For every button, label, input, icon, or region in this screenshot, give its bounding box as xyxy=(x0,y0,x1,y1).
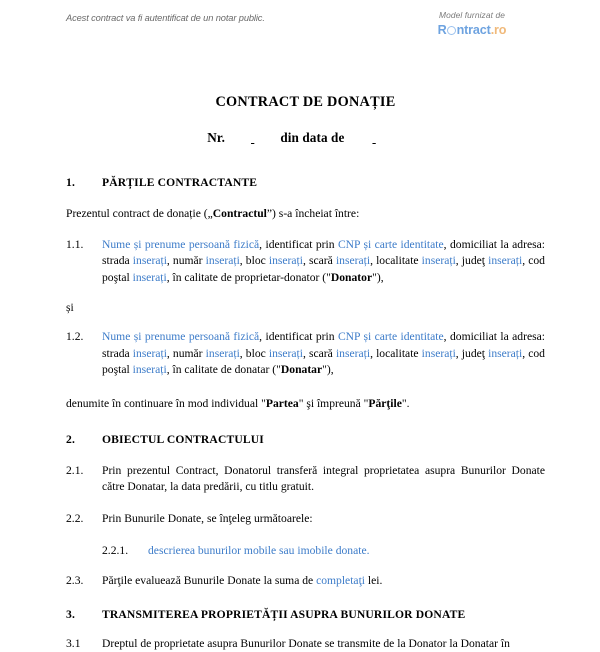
p2-address-lead: , domiciliat la adresa: strada xyxy=(102,330,545,360)
contract-date-blank[interactable] xyxy=(344,130,403,145)
clause-1-2-body xyxy=(102,329,545,378)
placeholder-descriere-bunuri[interactable]: descrierea bunurilor mobile sau imobile donate. xyxy=(148,544,370,558)
collective-definition-paragraph xyxy=(66,396,545,412)
term-contractul: Contractul xyxy=(212,207,267,220)
placeholder-localitate-donator[interactable]: inserați xyxy=(421,254,456,268)
section-heading-2 xyxy=(66,433,545,446)
p1-label-cod-postal: , cod poştal xyxy=(102,254,545,284)
clause-3-1 xyxy=(66,636,545,652)
clause-1-1-body xyxy=(102,237,545,286)
logo-text-tld: .ro xyxy=(490,23,507,37)
clause-1-2-number: 1.2. xyxy=(66,330,84,344)
placeholder-cod-postal-donatar[interactable]: inserați xyxy=(132,363,167,377)
section-2-title: OBIECTUL CONTRACTULUI xyxy=(102,432,264,446)
p1-label-numar: , număr xyxy=(166,254,206,268)
document-header xyxy=(66,0,545,62)
p1-role-lead: , în calitate de proprietar-donator (" xyxy=(166,270,331,284)
p1-label-bloc: , bloc xyxy=(239,254,269,268)
collective-middle: " şi împreună " xyxy=(298,396,369,410)
placeholder-localitate-donatar[interactable]: inserați xyxy=(421,346,456,360)
placeholder-judet-donator[interactable]: inserați xyxy=(488,254,523,268)
placeholder-name-donatar[interactable]: Nume și prenume persoană fizică xyxy=(102,330,260,344)
term-partea: Partea xyxy=(265,396,299,410)
date-label: din data de xyxy=(280,130,345,145)
placeholder-bloc-donatar[interactable]: inserați xyxy=(268,346,303,360)
clause-1-1 xyxy=(66,237,545,286)
section-3-number: 3. xyxy=(66,607,75,621)
p2-label-numar: , număr xyxy=(166,346,206,360)
p2-label-judet: , judeţ xyxy=(455,346,489,360)
placeholder-cod-postal-donator[interactable]: inserați xyxy=(132,270,167,284)
clause-2-1-body: Prin prezentul Contract, Donatorul transferă integral proprietatea asupra Bunurilor Donate către Donatar, la data predării, cu titlu gratuit. xyxy=(102,463,545,494)
clause-2-3-number: 2.3. xyxy=(66,573,84,587)
contract-number-line xyxy=(66,130,545,146)
section-heading-1 xyxy=(66,176,545,189)
intro-tail: ”) s-a încheiat între: xyxy=(266,207,360,220)
section-heading-3 xyxy=(66,608,545,621)
section-1-title: PĂRȚILE CONTRACTANTE xyxy=(102,176,258,189)
p2-label-localitate: , localitate xyxy=(370,346,422,360)
p1-label-localitate: , localitate xyxy=(370,254,422,268)
clause-2-1-number: 2.1. xyxy=(66,463,84,477)
clause-1-2 xyxy=(66,329,545,378)
p1-label-judet: , judeţ xyxy=(455,254,489,268)
circle-o-icon xyxy=(447,26,456,35)
contract-number-blank[interactable] xyxy=(225,130,280,145)
page-title: CONTRACT DE DONAȚIE xyxy=(215,94,396,110)
clause-3-1-number: 3.1 xyxy=(66,636,81,650)
p1-label-scara: , scară xyxy=(303,254,336,268)
placeholder-suma-evaluare[interactable]: completaţi xyxy=(316,573,366,587)
intro-paragraph xyxy=(66,206,545,222)
p2-label-cod-postal: , cod poştal xyxy=(102,346,545,377)
p2-role-lead: , în calitate de donatar (" xyxy=(166,363,281,377)
p2-label-bloc: , bloc xyxy=(239,346,269,360)
placeholder-numar-donatar[interactable]: inserați xyxy=(205,346,240,360)
p1-address-lead: , domiciliat la adresa: strada xyxy=(102,237,545,268)
section-3-title: TRANSMITEREA PROPRIETĂȚII ASUPRA BUNURILOR DONATE xyxy=(102,607,466,621)
number-label: Nr. xyxy=(207,130,226,145)
placeholder-id-donatar[interactable]: CNP și carte identitate xyxy=(337,330,444,344)
p1-id-lead: , identificat prin xyxy=(259,237,338,251)
collective-tail: ". xyxy=(401,396,410,410)
placeholder-strada-donator[interactable]: inserați xyxy=(132,254,167,268)
term-partile: Părţile xyxy=(368,396,402,410)
clause-2-3 xyxy=(66,573,545,589)
logo-text-middle: ntract xyxy=(456,23,491,37)
brand-caption: Model furnizat de xyxy=(439,10,505,20)
term-donator: Donator xyxy=(330,270,373,284)
section-2-number: 2. xyxy=(66,432,75,446)
c23-tail: lei. xyxy=(365,573,383,587)
placeholder-name-donator[interactable]: Nume și prenume persoană fizică xyxy=(102,237,260,251)
placeholder-numar-donator[interactable]: inserați xyxy=(205,254,240,268)
brand-block xyxy=(412,10,532,37)
placeholder-bloc-donator[interactable]: inserați xyxy=(268,254,303,268)
clause-2-2 xyxy=(66,511,545,527)
p2-id-lead: , identificat prin xyxy=(259,330,338,344)
clause-2-2-1 xyxy=(102,543,545,559)
clause-2-2-1-number: 2.2.1. xyxy=(102,544,129,558)
clause-3-1-body: Dreptul de proprietate asupra Bunurilor Donate se transmite de la Donator la Donatar în xyxy=(102,636,510,650)
clause-2-2-number: 2.2. xyxy=(66,511,84,525)
conjunction-si: și xyxy=(66,301,74,315)
logo-text-prefix: R xyxy=(437,23,447,37)
clause-2-1 xyxy=(66,463,545,496)
placeholder-scara-donator[interactable]: inserați xyxy=(335,254,371,268)
placeholder-id-donator[interactable]: CNP și carte identitate xyxy=(337,237,444,251)
placeholder-scara-donatar[interactable]: inserați xyxy=(335,346,371,360)
term-donatar: Donatar xyxy=(280,363,323,377)
c23-lead: Părţile evaluează Bunurile Donate la suma de xyxy=(102,573,317,587)
collective-lead: denumite în continuare în mod individual " xyxy=(66,396,266,410)
p2-label-scara: , scară xyxy=(303,346,336,360)
placeholder-judet-donatar[interactable]: inserați xyxy=(488,346,523,360)
clause-1-1-number: 1.1. xyxy=(66,237,84,251)
clause-2-3-body xyxy=(102,573,545,589)
rontract-logo[interactable] xyxy=(412,23,532,37)
p2-role-tail: "), xyxy=(322,363,334,377)
section-1-number: 1. xyxy=(66,176,75,189)
clause-2-2-body: Prin Bunurile Donate, se înţeleg următoarele: xyxy=(102,511,313,525)
notary-notice: Acest contract va fi autentificat de un notar public. xyxy=(66,13,265,23)
intro-lead: Prezentul contract de donație („ xyxy=(66,207,213,220)
p1-role-tail: "), xyxy=(372,270,384,284)
placeholder-strada-donatar[interactable]: inserați xyxy=(132,346,167,360)
title-block xyxy=(66,94,545,146)
